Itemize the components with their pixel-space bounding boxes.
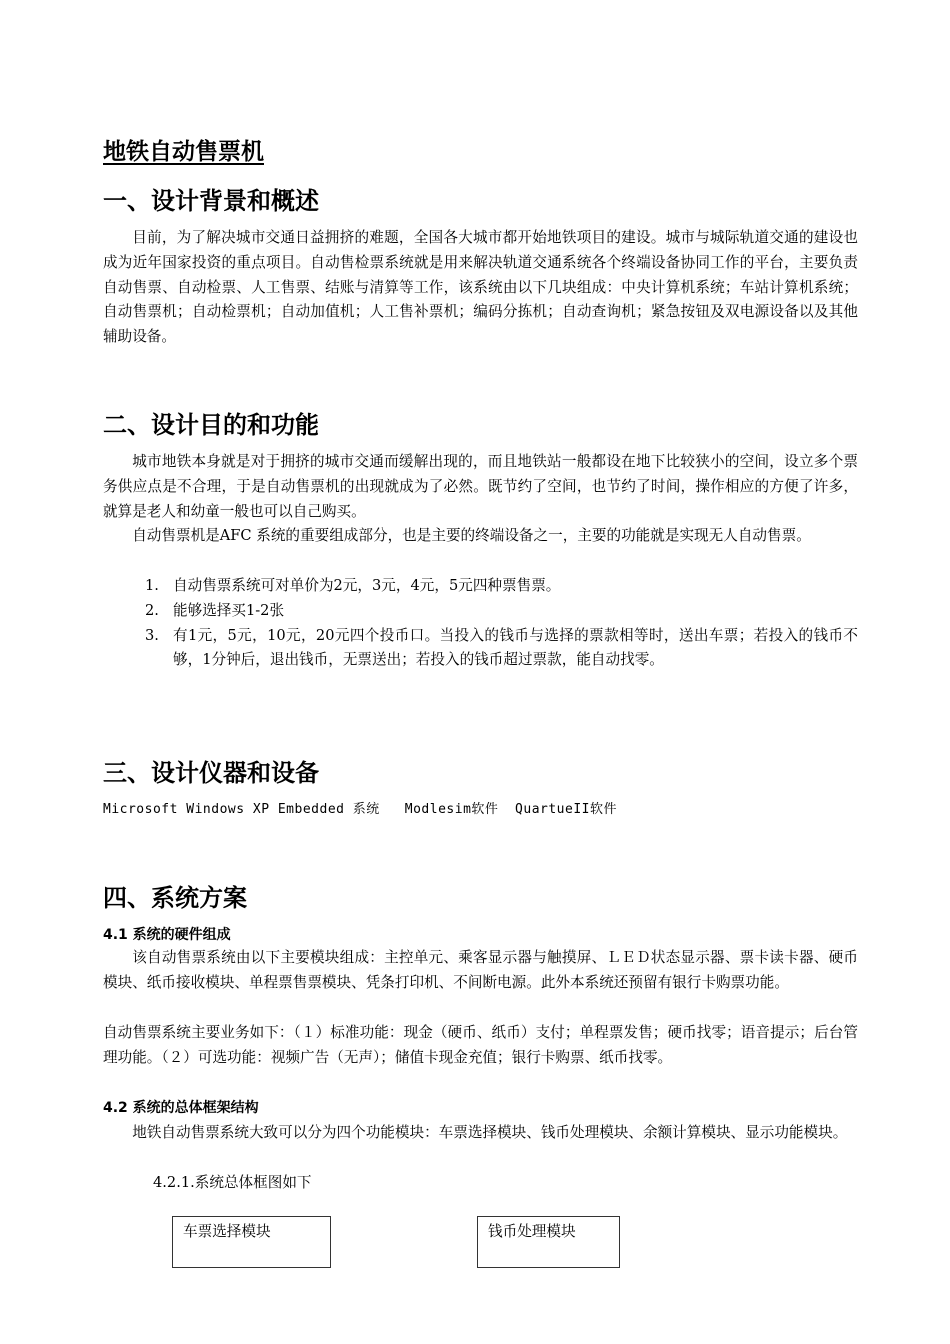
subsection-4-2-heading: 4.2 系统的总体框架结构 <box>103 1100 259 1116</box>
list-item <box>103 624 858 674</box>
section-1-paragraph: 目前，为了解决城市交通日益拥挤的难题，全国各大城市都开始地铁项目的建设。城市与城际轨道交通的建设也成为近年国家投资的重点项目。自动售检票系统就是用来解决轨道交通系统各个终端设备协同工作的平台，主要负责自动售票、自动检票、人工售票、结账与清算等工作，该系统由以下几块组成：中央计算机系统；车站计算机系统；自动售票机；自动检票机；自动加值机；人工售补票机；编码分拣机；自动查询机；紧急按钮及双电源设备以及其他辅助设备。 <box>103 229 858 346</box>
section-3-heading: 三、设计仪器和设备 <box>103 759 319 787</box>
document-title: 地铁自动售票机 <box>103 139 264 165</box>
list-item-text: 能够选择买1-2张 <box>173 601 285 619</box>
list-item-text: 自动售票系统可对单价为2元，3元，4元，5元四种票售票。 <box>173 577 561 594</box>
subsection-4-2-paragraph: 地铁自动售票系统大致可以分为四个功能模块：车票选择模块、钱币处理模块、余额计算模块、显示功能模块。 <box>132 1124 848 1141</box>
section-2-paragraph-1: 城市地铁本身就是对于拥挤的城市交通而缓解出现的，而且地铁站一般都设在地下比较狭小的空间，设立多个票务供应点是不合理，于是自动售票机的出现就成为了必然。既节约了空间，也节约了时间，操作相应的方便了许多，就算是老人和幼童一般也可以自己购买。 <box>103 453 858 520</box>
list-item-number: 2. <box>145 601 159 619</box>
list-item-text: 有1元，5元，10元，20元四个投币口。当投入的钱币与选择的票款相等时，送出车票；若投入的钱币不够，1分钟后，退出钱币，无票送出；若投入的钱币超过票款，能自动找零。 <box>173 626 858 669</box>
subsection-4-1-paragraph-2: 自动售票系统主要业务如下：（１）标准功能：现金（硬币、纸币）支付；单程票发售；硬币找零；语音提示；后台管理功能。（２）可选功能：视频广告（无声）；储值卡现金充值；银行卡购票、纸币找零。 <box>103 1024 858 1066</box>
subsection-4-1-paragraph-1: 该自动售票系统由以下主要模块组成：主控单元、乘客显示器与触摸屏、ＬＥＤ状态显示器、票卡读卡器、硬币模块、纸币接收模块、单程票售票模块、凭条打印机、不间断电源。此外本系统还预留有银行卡购票功能。 <box>103 949 858 991</box>
list-item-number: 1. <box>145 577 159 594</box>
diagram-caption: 4.2.1.系统总体框图如下 <box>153 1174 312 1191</box>
list-item <box>103 599 858 624</box>
section-4-heading: 四、系统方案 <box>103 884 247 912</box>
function-list <box>103 574 858 673</box>
section-1-heading: 一、设计背景和概述 <box>103 187 319 215</box>
subsection-4-1-heading: 4.1 系统的硬件组成 <box>103 927 231 943</box>
list-item-number: 3. <box>145 626 159 644</box>
tools-list: Microsoft Windows XP Embedded 系统 Modlesim软件 QuartueII软件 <box>103 802 617 817</box>
section-2-paragraph-2: 自动售票机是AFC 系统的重要组成部分，也是主要的终端设备之一，主要的功能就是实现无人自动售票。 <box>132 527 811 544</box>
ticket-selection-module-box: 车票选择模块 <box>172 1216 331 1268</box>
list-item <box>103 574 858 599</box>
section-2-heading: 二、设计目的和功能 <box>103 411 319 439</box>
coin-processing-module-box: 钱币处理模块 <box>477 1216 620 1268</box>
